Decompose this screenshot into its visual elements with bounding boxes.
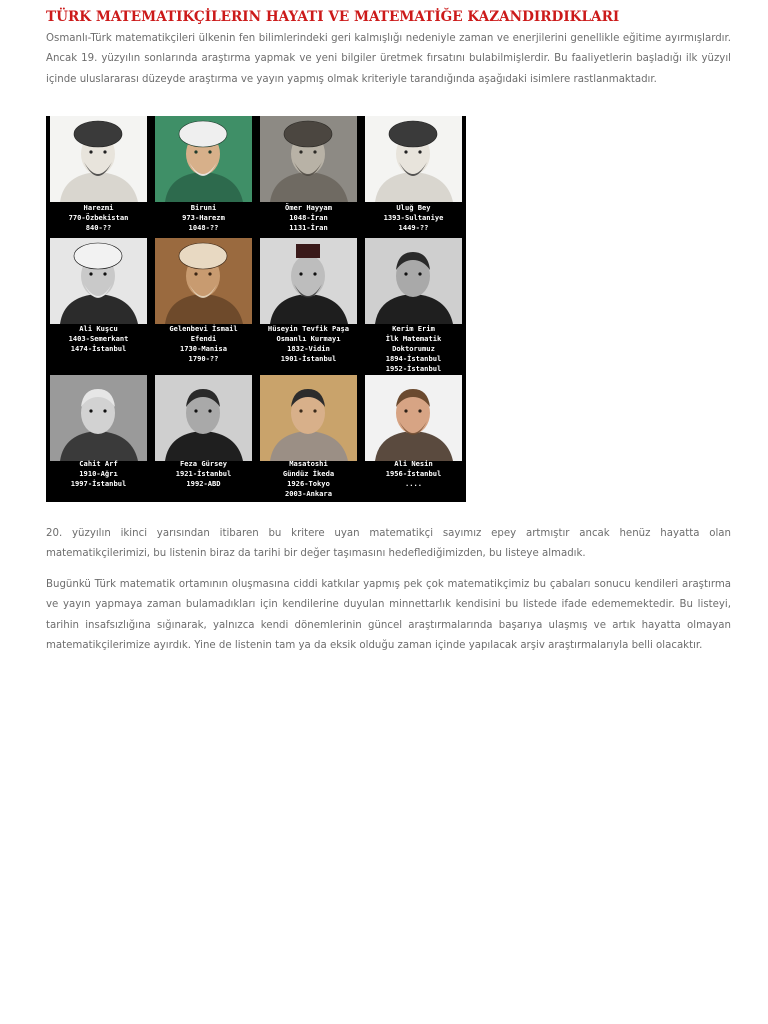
mathematician-card xyxy=(46,375,151,502)
mathematician-name: Kerim Erim xyxy=(392,324,435,333)
portrait-image xyxy=(365,238,462,324)
mathematician-name: Ömer Hayyam xyxy=(285,203,332,212)
mathematician-card xyxy=(361,116,466,238)
portrait-caption xyxy=(361,459,466,489)
mathematician-card xyxy=(256,375,361,502)
mathematician-card xyxy=(361,238,466,374)
mathematician-card xyxy=(151,238,256,364)
portrait-caption xyxy=(46,324,151,354)
mathematician-name: Biruni xyxy=(190,203,217,212)
portrait-image xyxy=(155,238,252,324)
portrait-image xyxy=(50,116,147,202)
caption-line: 1956-İstanbul xyxy=(385,469,442,479)
mathematician-name: Harezmi xyxy=(83,203,114,212)
caption-line: 1403-Semerkant xyxy=(68,334,129,344)
caption-line: 1449-?? xyxy=(398,223,429,233)
mathematician-name: Feza Gürsey xyxy=(180,459,227,468)
caption-line: 770-Özbekistan xyxy=(68,213,129,223)
portrait-caption xyxy=(256,459,361,499)
caption-line: 1832-Vidin xyxy=(287,344,330,354)
caption-line: 1393-Sultaniye xyxy=(383,213,444,223)
caption-line: 1921-İstanbul xyxy=(175,469,232,479)
caption-line: 1901-İstanbul xyxy=(280,354,337,364)
mathematician-card xyxy=(46,238,151,360)
portrait-caption xyxy=(361,203,466,233)
portrait-image xyxy=(260,238,357,324)
caption-line: 1474-İstanbul xyxy=(70,344,127,354)
caption-line: Doktorumuz xyxy=(392,344,435,354)
portrait-image xyxy=(260,116,357,202)
portrait-caption xyxy=(151,459,256,489)
portrait-caption xyxy=(46,459,151,489)
portrait-caption xyxy=(46,203,151,233)
portrait-image xyxy=(155,116,252,202)
caption-line: 1894-İstanbul xyxy=(385,354,442,364)
caption-line: Gündüz İkeda xyxy=(282,469,335,479)
mathematician-card xyxy=(361,375,466,502)
caption-line: İlk Matematik xyxy=(385,334,442,344)
portrait-caption xyxy=(151,324,256,364)
caption-line: 973-Harezm xyxy=(182,213,225,223)
caption-line: 1910-Ağrı xyxy=(79,469,118,479)
portrait-image xyxy=(155,375,252,461)
portrait-caption xyxy=(256,203,361,233)
caption-line: 1048-?? xyxy=(188,223,219,233)
caption-line: Efendi xyxy=(190,334,217,344)
mathematician-name: Hüseyin Tevfik Paşa xyxy=(267,324,350,333)
caption-line: 1790-?? xyxy=(188,354,219,364)
caption-line: .... xyxy=(404,479,423,489)
caption-line: 1992-ABD xyxy=(186,479,221,489)
mathematicians-portrait-grid xyxy=(46,116,466,502)
caption-line: 2003-Ankara xyxy=(285,489,332,499)
mathematician-card xyxy=(256,116,361,238)
portrait-image xyxy=(365,375,462,461)
mathematician-card xyxy=(151,375,256,502)
portrait-caption xyxy=(256,324,361,364)
mathematician-card xyxy=(256,238,361,364)
mathematician-card xyxy=(46,116,151,238)
mathematician-name: Uluğ Bey xyxy=(396,203,431,212)
mathematician-name: Ali Nesin xyxy=(394,459,433,468)
third-paragraph: Bugünkü Türk matematik ortamının oluşmasına ciddi katkılar yapmış pek çok matematikçimiz bu çabaları sonucu kendileri araştırma ve yayın yapmaya zaman bulamadıkları için kendilerine duyulan minnettarlık kendisini bu listede ifade edememektedir. Bu listeyi, tarihin insafsızlığına sığınarak, yalnızca kendi dönemlerinin güncel araştırmalarında başarıya ulaşmış ve artık hayatta olmayan matematikçilerimize ayırdık. Yine de listenin tam ya da eksik olduğu zaman içinde yapılacak arşiv araştırmalarıyla belli olacaktır. xyxy=(46,579,731,651)
portrait-caption xyxy=(151,203,256,233)
portrait-image xyxy=(50,238,147,324)
second-paragraph: 20. yüzyılın ikinci yarısından itibaren bu kritere uyan matematikçi sayımız epey artmıştır ancak henüz hayatta olan matematikçilerimizi, bu listenin biraz da tarihi bir değer taşımasını hedeflediğimizden, bu listeye almadık. xyxy=(46,528,731,560)
portrait-caption xyxy=(361,324,466,374)
portrait-image xyxy=(365,116,462,202)
caption-line: 1131-İran xyxy=(289,223,328,233)
portrait-image xyxy=(50,375,147,461)
mathematician-name: Ali Kuşcu xyxy=(79,324,118,333)
mathematician-name: Gelenbevi İsmail xyxy=(169,324,238,333)
intro-paragraph: Osmanlı-Türk matematikçileri ülkenin fen bilimlerindeki geri kalmışlığı nedeniyle zaman ve enerjilerini genellikle eğitime ayırmışlardır. Ancak 19. yüzyılın sonlarında araştırma yapmak ve yeni bilgiler üretmek fırsatını bulabilmişlerdir. Bu faaliyetlerin başladığı ilk yüzyıl içinde uluslararası düzeyde araştırma ve yayın yapmış olmak kriteriyle tarandığında aşağıdaki isimlere rastlanmaktadır. xyxy=(46,33,731,85)
caption-line: 1952-İstanbul xyxy=(385,364,442,374)
portrait-image xyxy=(260,375,357,461)
page-title: TÜRK MATEMATIKÇİLERIN HAYATI VE MATEMATİĞE KAZANDIRDIKLARI xyxy=(46,9,620,25)
caption-line: 1730-Manisa xyxy=(180,344,227,354)
mathematician-card xyxy=(151,116,256,238)
caption-line: Osmanlı Kurmayı xyxy=(276,334,341,344)
caption-line: 840-?? xyxy=(85,223,112,233)
caption-line: 1997-İstanbul xyxy=(70,479,127,489)
caption-line: 1048-İran xyxy=(289,213,328,223)
mathematician-name: Masatoshi xyxy=(289,459,328,468)
mathematician-name: Cahit Arf xyxy=(79,459,118,468)
caption-line: 1926-Tokyo xyxy=(287,479,330,489)
